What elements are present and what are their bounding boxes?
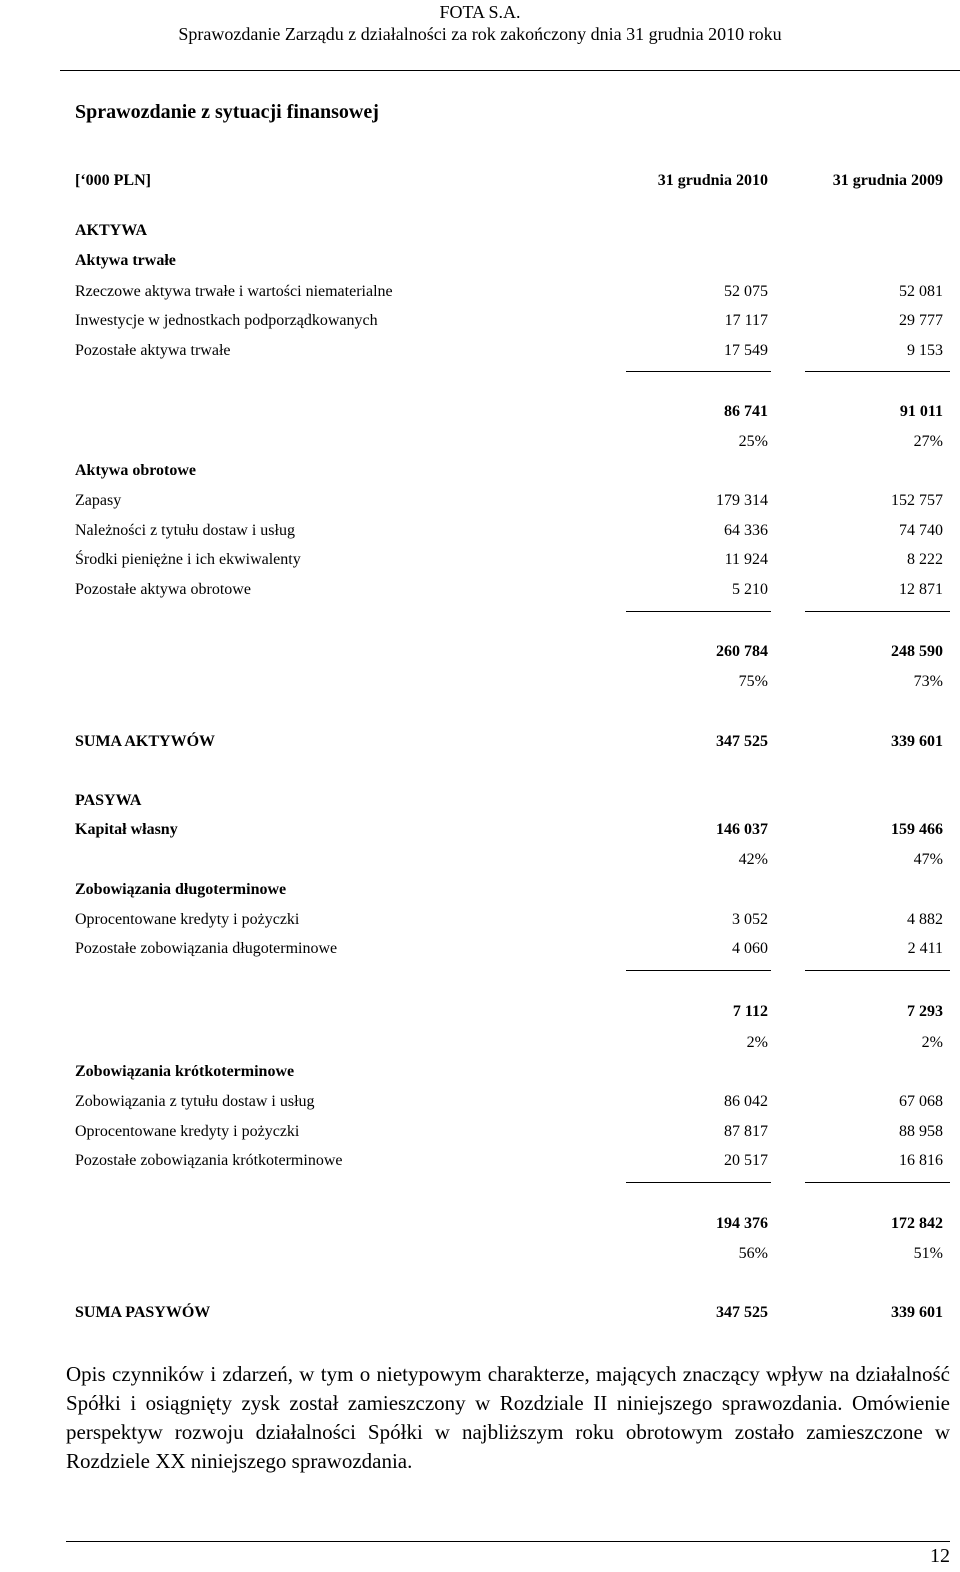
percentage-row: 2% 2% [746,1034,943,1051]
column-header-2010: 31 grudnia 2010 [657,172,768,189]
page-header [0,0,960,46]
table-row: Zapasy 179 314 152 757 [75,492,943,509]
equity-row: Kapitał własny 146 037 159 466 [75,821,943,838]
table-row: Rzeczowe aktywa trwałe i wartości niematerialne 52 075 52 081 [75,283,943,300]
subtotal-rule [626,371,771,372]
total-row-liabilities: SUMA PASYWÓW 347 525 339 601 [75,1304,943,1321]
section-heading-assets: AKTYWA [75,222,148,239]
header-divider [60,70,960,71]
table-header-row [75,170,943,192]
subsection-heading-current-assets: Aktywa obrotowe [75,462,197,479]
subtotal-rule [626,1182,771,1183]
subtotal-row-short-term: 194 376 172 842 [716,1215,943,1232]
subtotal-row-long-term: 7 112 7 293 [732,1003,943,1020]
percentage-row: 56% 51% [738,1245,943,1262]
table-row: Pozostałe zobowiązania długoterminowe 4 060 2 411 [75,940,943,957]
subtotal-rule [626,611,771,612]
subtotal-rule [626,970,771,971]
unit-label: [‘000 PLN] [75,172,151,189]
table-row: Pozostałe aktywa trwałe 17 549 9 153 [75,342,943,359]
table-row: Pozostałe aktywa obrotowe 5 210 12 871 [75,581,943,598]
percentage-row: 25% 27% [738,433,943,450]
column-header-2009: 31 grudnia 2009 [832,172,943,189]
total-row-assets: SUMA AKTYWÓW 347 525 339 601 [75,733,943,750]
report-subtitle: Sprawozdanie Zarządu z działalności za rok zakończony dnia 31 grudnia 2010 roku [178,24,782,44]
percentage-row: 75% 73% [738,673,943,690]
page-title: Sprawozdanie z sytuacji finansowej [75,101,379,123]
body-paragraph: Opis czynników i zdarzeń, w tym o nietypowym charakterze, mających znaczący wpływ na działalność Spółki i osiągnięty zysk został zamieszczony w Rozdziale II niniejszego sprawozdania. Omówienie perspektyw rozwoju działalności Spółki w najbliższym roku obrotowym zostało zamieszczone w Rozdziele XX niniejszego sprawozdania. [66,1362,950,1473]
table-row: Inwestycje w jednostkach podporządkowanych 17 117 29 777 [75,312,943,329]
table-row: Oprocentowane kredyty i pożyczki 3 052 4 882 [75,911,943,928]
subsection-heading-short-term: Zobowiązania krótkoterminowe [75,1063,295,1080]
subsection-heading-long-term: Zobowiązania długoterminowe [75,881,287,898]
section-heading-liabilities: PASYWA [75,792,142,809]
subtotal-rule [805,371,950,372]
subsection-heading-fixed-assets: Aktywa trwałe [75,252,176,269]
subtotal-row-fixed-assets: 86 741 91 011 [724,403,943,420]
subtotal-rule [805,970,950,971]
table-row: Zobowiązania z tytułu dostaw i usług 86 042 67 068 [75,1093,943,1110]
subtotal-rule [805,611,950,612]
table-row: Środki pieniężne i ich ekwiwalenty 11 924 8 222 [75,551,943,568]
table-row: Należności z tytułu dostaw i usług 64 336 74 740 [75,522,943,539]
table-row: Oprocentowane kredyty i pożyczki 87 817 88 958 [75,1123,943,1140]
page-number: 12 [930,1545,950,1567]
company-name: FOTA S.A. [439,2,521,22]
percentage-row: 42% 47% [738,851,943,868]
subtotal-rule [805,1182,950,1183]
subtotal-row-current-assets: 260 784 248 590 [716,643,943,660]
table-row: Pozostałe zobowiązania krótkoterminowe 20 517 16 816 [75,1152,943,1169]
footer-divider [66,1541,950,1542]
